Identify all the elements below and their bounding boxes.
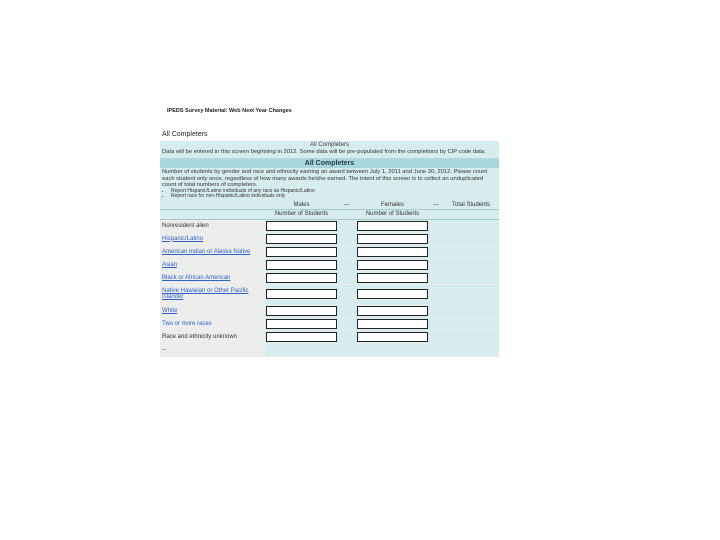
bullet-item: • Report Hispanic/Latino individuals of any race as Hispanic/Latino <box>171 189 497 195</box>
spacer-cell <box>338 271 356 284</box>
males-cell <box>265 330 338 343</box>
spacer-cell <box>338 258 356 271</box>
panel-instructions <box>160 168 499 202</box>
males-cell <box>265 304 338 317</box>
females-count-input[interactable] <box>357 260 428 270</box>
table-row <box>160 271 499 284</box>
sub-header-row <box>160 209 499 219</box>
row-label[interactable] <box>160 284 265 304</box>
table-row <box>160 284 499 304</box>
females-cell <box>356 284 429 304</box>
total-cell <box>443 317 499 330</box>
spacer-cell <box>429 271 443 284</box>
race-link[interactable]: Hispanic/Latino <box>162 235 204 242</box>
bullet-item: • Report race for non-Hispanic/Latino individuals only <box>171 194 497 200</box>
males-count-input[interactable] <box>266 260 337 270</box>
row-label: Race and ethnicity unknown <box>160 330 265 343</box>
table-row <box>160 232 499 245</box>
table-row <box>160 317 499 330</box>
females-count-input[interactable] <box>357 319 428 329</box>
spacer-cell <box>429 304 443 317</box>
header-blank <box>429 209 443 219</box>
males-count-input[interactable] <box>266 319 337 329</box>
females-cell <box>356 271 429 284</box>
females-cell <box>356 317 429 330</box>
completers-panel <box>160 141 499 357</box>
row-label[interactable] <box>160 304 265 317</box>
instructions-text: Number of students by gender and race and ethnicity earning an award between July 1, 2011 and June 30, 2012. Please count each student only once, regardless of how many awards he/she earned. The intent of this screen is to collect an unduplicated count of total numbers of completers. <box>162 169 488 189</box>
total-cell <box>443 258 499 271</box>
table-row <box>160 343 499 356</box>
males-count-input[interactable] <box>266 306 337 316</box>
females-cell <box>356 245 429 258</box>
spacer-cell <box>338 245 356 258</box>
row-label[interactable] <box>160 317 265 330</box>
panel-intro-text: Data will be entered in this screen beginning in 2012. Some data will be pre-populated from the completions by CIP code data. <box>160 149 499 159</box>
header-blank <box>338 209 356 219</box>
row-label[interactable] <box>160 271 265 284</box>
total-cell <box>443 219 499 232</box>
total-cell <box>443 284 499 304</box>
spacer-cell <box>338 232 356 245</box>
row-label: -- <box>160 343 265 356</box>
spacer-cell <box>429 245 443 258</box>
header-blank <box>160 202 265 210</box>
spacer-cell <box>429 232 443 245</box>
race-link[interactable]: Black or African American <box>162 274 231 281</box>
spacer-cell <box>338 317 356 330</box>
males-cell <box>265 232 338 245</box>
females-count-input[interactable] <box>357 332 428 342</box>
males-count-input[interactable] <box>266 234 337 244</box>
females-cell <box>356 343 429 356</box>
females-header: Females <box>356 202 429 210</box>
table-row <box>160 258 499 271</box>
males-count-input[interactable] <box>266 247 337 257</box>
spacer-cell <box>338 304 356 317</box>
males-header: Males <box>265 202 338 210</box>
spacer-cell <box>429 258 443 271</box>
females-count-input[interactable] <box>357 306 428 316</box>
spacer-cell <box>429 284 443 304</box>
males-cell <box>265 219 338 232</box>
females-count-input[interactable] <box>357 221 428 231</box>
females-cell <box>356 304 429 317</box>
total-cell <box>443 271 499 284</box>
instructions-bullets <box>162 189 497 200</box>
males-count-header: Number of Students <box>265 209 338 219</box>
table-row <box>160 219 499 232</box>
spacer-cell <box>338 219 356 232</box>
total-cell <box>443 343 499 356</box>
spacer-cell <box>429 317 443 330</box>
race-link[interactable]: Native Hawaiian or Other Pacific Islander <box>162 287 249 301</box>
row-label: Nonresident alien <box>160 219 265 232</box>
race-link[interactable]: American Indian or Alaska Native <box>162 248 251 255</box>
total-cell <box>443 245 499 258</box>
males-cell <box>265 343 338 356</box>
females-cell <box>356 330 429 343</box>
spacer-cell <box>338 343 356 356</box>
total-cell <box>443 232 499 245</box>
males-cell <box>265 245 338 258</box>
spacer-cell <box>338 284 356 304</box>
males-count-input[interactable] <box>266 273 337 283</box>
males-count-input[interactable] <box>266 332 337 342</box>
row-label[interactable] <box>160 258 265 271</box>
document-title: IPEDS Survey Material: Web Next Year Changes <box>167 108 292 114</box>
total-cell <box>443 330 499 343</box>
header-blank <box>160 209 265 219</box>
spacer-cell <box>429 330 443 343</box>
females-cell <box>356 219 429 232</box>
completers-table <box>160 202 499 357</box>
females-cell <box>356 232 429 245</box>
row-label[interactable] <box>160 232 265 245</box>
section-heading: All Completers <box>162 131 208 138</box>
females-count-input[interactable] <box>357 247 428 257</box>
race-link[interactable]: White <box>162 307 178 314</box>
total-students-header: Total Students <box>443 202 499 210</box>
header-blank <box>443 209 499 219</box>
total-cell <box>443 304 499 317</box>
race-link[interactable]: Asian <box>162 261 178 268</box>
females-cell <box>356 258 429 271</box>
spacer-cell <box>338 330 356 343</box>
race-link[interactable]: Two or more races <box>162 320 212 327</box>
row-label[interactable] <box>160 245 265 258</box>
spacer-cell <box>429 219 443 232</box>
males-separator: --- <box>338 202 356 210</box>
males-count-input[interactable] <box>266 289 337 299</box>
females-count-input[interactable] <box>357 234 428 244</box>
males-cell <box>265 271 338 284</box>
panel-banner: All Completers <box>160 141 499 149</box>
males-cell <box>265 258 338 271</box>
table-row <box>160 330 499 343</box>
females-count-header: Number of Students <box>356 209 429 219</box>
females-count-input[interactable] <box>357 289 428 299</box>
females-count-input[interactable] <box>357 273 428 283</box>
group-header-row <box>160 202 499 210</box>
females-separator: --- <box>429 202 443 210</box>
males-cell <box>265 284 338 304</box>
spacer-cell <box>429 343 443 356</box>
table-row <box>160 245 499 258</box>
panel-title-bar: All Completers <box>160 159 499 168</box>
table-row <box>160 304 499 317</box>
males-cell <box>265 317 338 330</box>
males-count-input[interactable] <box>266 221 337 231</box>
